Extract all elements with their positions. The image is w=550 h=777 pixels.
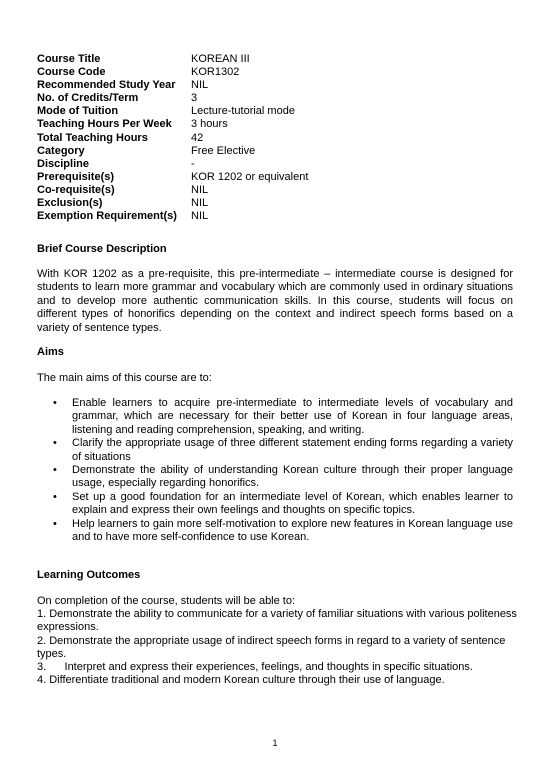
learning-outcome-item: 4. Differentiate traditional and modern Korean culture through their use of language. xyxy=(37,674,445,687)
learning-outcomes-heading: Learning Outcomes xyxy=(37,569,141,581)
course-info-row xyxy=(37,145,308,158)
course-info-row xyxy=(37,184,308,197)
course-info-value: KOR1302 xyxy=(191,66,240,79)
course-info-label: Recommended Study Year xyxy=(37,79,176,92)
brief-description-text: With KOR 1202 as a pre-requisite, this pre-intermediate – intermediate course is designed for students to learn more grammar and vocabulary which are commonly used in ordinary situations and to develop more authentic communication skills. In this course, students will focus on different types of honorifics depending on the context and indirect speech forms based on a variety of sentence types. xyxy=(37,268,513,334)
course-info-label: Mode of Tuition xyxy=(37,105,119,118)
aims-intro: The main aims of this course are to: xyxy=(37,372,212,384)
course-info-label: Total Teaching Hours xyxy=(37,131,148,144)
aims-list-item: • Set up a good foundation for an intermediate level of Korean, which enables learner to explain and express their own feelings and thoughts on specific topics. xyxy=(72,491,513,518)
course-info-value: NIL xyxy=(191,210,209,223)
course-info-row xyxy=(37,66,308,79)
course-info-value: KOREAN III xyxy=(191,53,250,65)
course-info-row xyxy=(37,171,308,184)
course-info-label: Category xyxy=(37,144,85,157)
aims-list-item: • Demonstrate the ability of understanding Korean culture through their proper language usage, especially regarding honorifics. xyxy=(72,464,513,491)
aims-list-item: • Clarify the appropriate usage of three different statement ending forms regarding a variety of situations xyxy=(72,437,513,464)
course-info-row xyxy=(37,79,308,92)
course-info-value: KOR 1202 or equivalent xyxy=(191,170,309,183)
course-info-value: - xyxy=(191,157,195,170)
course-info-label: No. of Credits/Term xyxy=(37,92,139,105)
page-number: 1 xyxy=(272,738,278,748)
aims-list-item: • Help learners to gain more self-motivation to explore new features in Korean language use and to have more self-confidence to use Korean. xyxy=(72,518,513,545)
aims-list-item: • Enable learners to acquire pre-intermediate to intermediate levels of vocabulary and grammar, which are necessary for their better use of Korean in four language areas, listening and reading comprehension, speaking, and writing. xyxy=(72,397,513,437)
course-info-row xyxy=(37,92,308,105)
course-info-value: 3 xyxy=(191,92,198,105)
course-info-label: Exclusion(s) xyxy=(37,197,103,210)
learning-outcome-item: 1. Demonstrate the ability to communicate for a variety of familiar situations with various politeness expressions. xyxy=(37,608,517,634)
course-info-row xyxy=(37,158,308,171)
course-info-value: NIL xyxy=(191,79,209,92)
course-info-value: 3 hours xyxy=(191,118,228,131)
course-info-value: Free Elective xyxy=(191,144,256,157)
course-info-label: Course Code xyxy=(37,66,106,79)
learning-outcomes-block xyxy=(37,595,517,687)
course-info-row xyxy=(37,105,308,118)
course-info-label: Course Title xyxy=(37,53,101,65)
course-info-value: NIL xyxy=(191,183,209,196)
course-info-label: Co-requisite(s) xyxy=(37,183,115,196)
course-info-row xyxy=(37,197,308,210)
course-info-row xyxy=(37,53,308,66)
course-info-label: Exemption Requirement(s) xyxy=(37,210,177,223)
learning-outcomes-intro: On completion of the course, students will be able to: xyxy=(37,595,296,607)
aims-list xyxy=(37,397,513,544)
course-info-value: 42 xyxy=(191,131,204,144)
course-info-row xyxy=(37,132,308,145)
course-info-row xyxy=(37,210,308,223)
course-info-label: Teaching Hours Per Week xyxy=(37,118,172,131)
course-info-label: Discipline xyxy=(37,157,89,170)
course-info-value: NIL xyxy=(191,197,209,210)
course-info-table xyxy=(37,53,308,223)
learning-outcome-item: 3. Interpret and express their experiences, feelings, and thoughts in specific situations. xyxy=(37,661,473,674)
course-info-value: Lecture-tutorial mode xyxy=(191,105,295,118)
brief-description-heading: Brief Course Description xyxy=(37,243,167,255)
course-info-row xyxy=(37,118,308,131)
aims-heading: Aims xyxy=(37,346,64,358)
course-info-label: Prerequisite(s) xyxy=(37,170,115,183)
learning-outcome-item: 2. Demonstrate the appropriate usage of indirect speech forms in regard to a variety of sentence types. xyxy=(37,634,506,660)
